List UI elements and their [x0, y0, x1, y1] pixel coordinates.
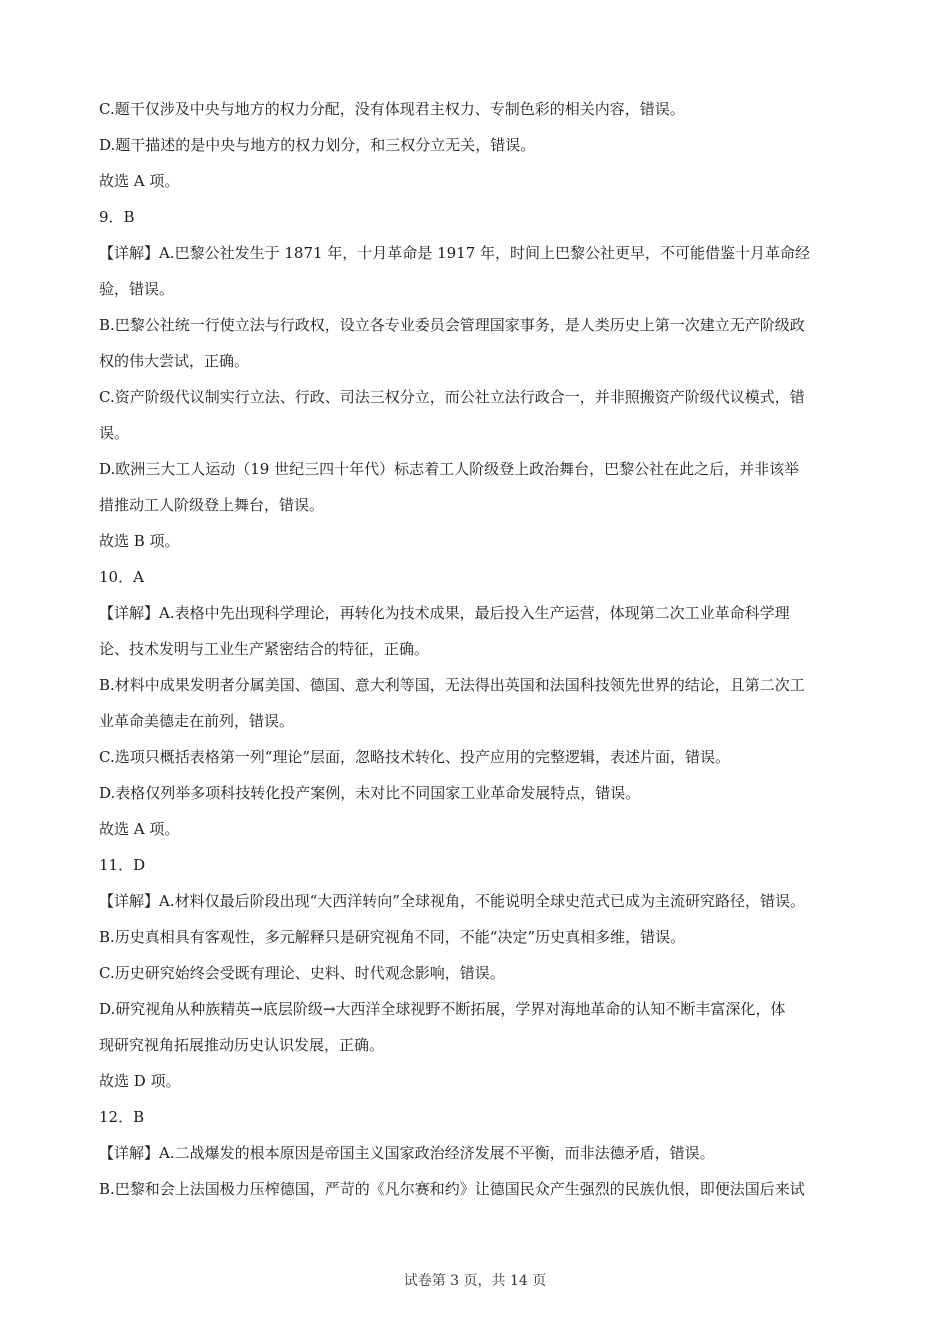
text-line: C.资产阶级代议制实行立法、行政、司法三权分立，而公社立法行政合一，并非照搬资产阶级代议模式，错 — [99, 388, 805, 406]
text-line: 业革命美德走在前列，错误。 — [99, 712, 295, 730]
text-line: 故选 D 项。 — [99, 1072, 181, 1090]
text-line: D.研究视角从种族精英→底层阶级→大西洋全球视野不断拓展，学界对海地革命的认知不断丰富深化，体 — [99, 1000, 786, 1018]
text-line: D.欧洲三大工人运动（19 世纪三四十年代）标志着工人阶级登上政治舞台，巴黎公社在此之后，并非该举 — [99, 460, 800, 478]
text-line: 【详解】A.材料仅最后阶段出现“大西洋转向”全球视角，不能说明全球史范式已成为主流研究路径，错误。 — [99, 892, 805, 910]
text-line: D.表格仅列举多项科技转化投产案例，未对比不同国家工业革命发展特点，错误。 — [99, 784, 641, 802]
text-line: C.题干仅涉及中央与地方的权力分配，没有体现君主权力、专制色彩的相关内容，错误。 — [99, 100, 685, 118]
question-number: 10．A — [99, 568, 144, 586]
text-line: 验，错误。 — [99, 280, 175, 298]
text-line: 论、技术发明与工业生产紧密结合的特征，正确。 — [99, 640, 430, 658]
text-line: B.材料中成果发明者分属美国、德国、意大利等国，无法得出英国和法国科技领先世界的结论，且第二次工 — [99, 676, 805, 694]
text-line: B.巴黎公社统一行使立法与行政权，设立各专业委员会管理国家事务，是人类历史上第一次建立无产阶级政 — [99, 316, 805, 334]
text-line: 误。 — [99, 424, 130, 442]
text-line: B.巴黎和会上法国极力压榨德国，严苛的《凡尔赛和约》让德国民众产生强烈的民族仇恨，即便法国后来试 — [99, 1180, 805, 1198]
text-line: C.选项只概括表格第一列“理论”层面，忽略技术转化、投产应用的完整逻辑，表述片面，错误。 — [99, 748, 731, 766]
question-number: 12．B — [99, 1108, 145, 1126]
text-line: D.题干描述的是中央与地方的权力划分，和三权分立无关，错误。 — [99, 136, 536, 154]
text-line: C.历史研究始终会受既有理论、史料、时代观念影响，错误。 — [99, 964, 505, 982]
text-line: 【详解】A.表格中先出现科学理论，再转化为技术成果，最后投入生产运营，体现第二次工业革命科学理 — [99, 604, 790, 622]
text-line: 【详解】A.巴黎公社发生于 1871 年，十月革命是 1917 年，时间上巴黎公社更早，不可能借鉴十月革命经 — [99, 244, 811, 262]
text-line: 【详解】A.二战爆发的根本原因是帝国主义国家政治经济发展不平衡，而非法德矛盾，错误。 — [99, 1144, 715, 1162]
question-number: 9．B — [99, 208, 135, 226]
question-number: 11．D — [99, 856, 146, 874]
page-footer: 试卷第 3 页，共 14 页 — [403, 1273, 547, 1289]
text-line: 故选 A 项。 — [99, 172, 180, 190]
document-body — [99, 91, 859, 1207]
text-line: 措推动工人阶级登上舞台，错误。 — [99, 496, 325, 514]
text-line: 现研究视角拓展推动历史认识发展，正确。 — [99, 1036, 385, 1054]
text-line: B.历史真相具有客观性，多元解释只是研究视角不同，不能“决定”历史真相多维，错误。 — [99, 928, 686, 946]
text-line: 故选 A 项。 — [99, 820, 180, 838]
text-line: 故选 B 项。 — [99, 532, 180, 550]
text-line: 权的伟大尝试，正确。 — [99, 352, 250, 370]
